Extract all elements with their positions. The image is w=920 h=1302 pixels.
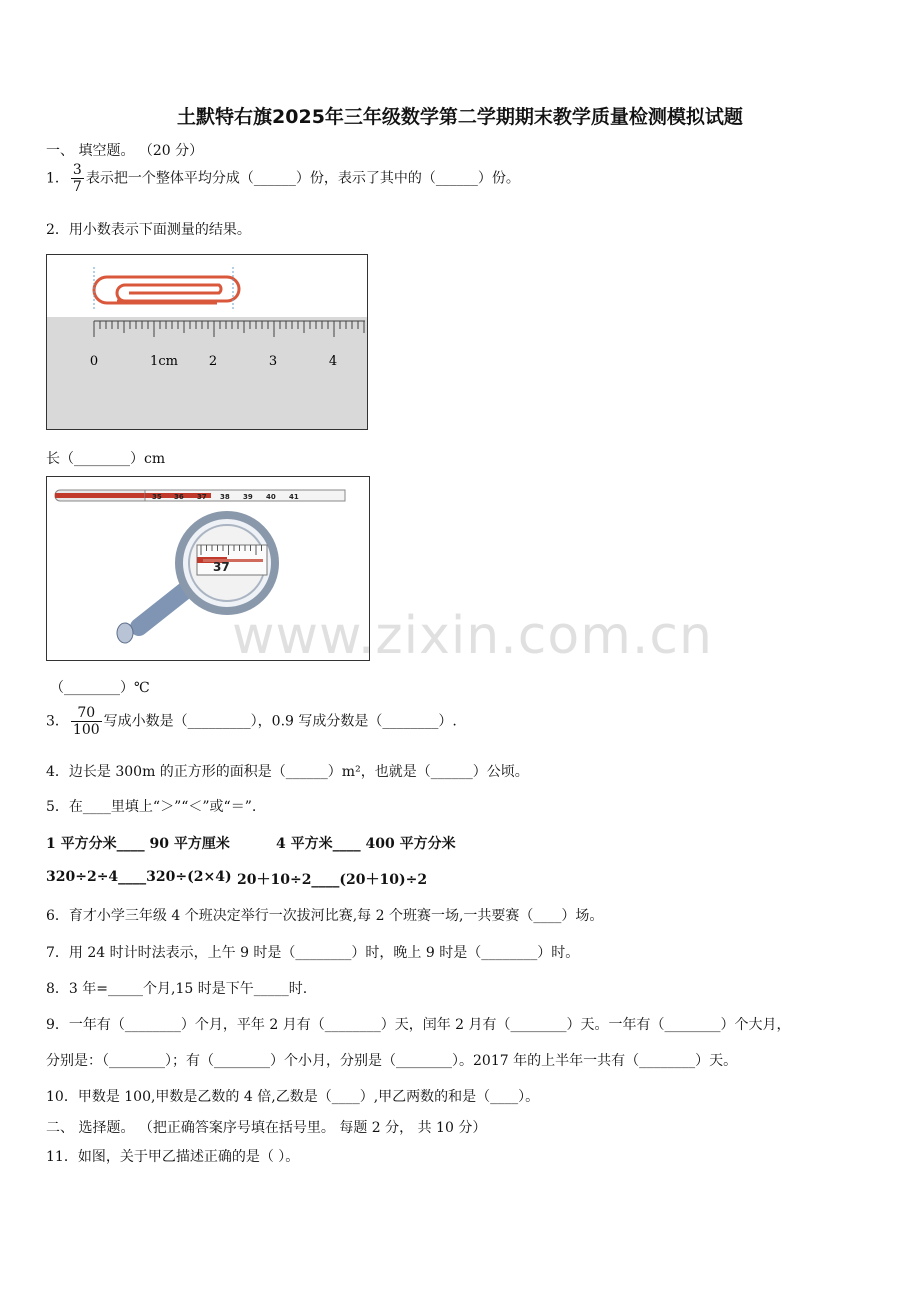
question-9-line1: 9．一年有（________）个月，平年 2 月有（________）天，闰年 2 月有（________）天。一年有（________）个大月， — [46, 1017, 791, 1033]
page-title: 土默特右旗2025年三年级数学第二学期期末教学质量检测模拟试题 — [177, 106, 743, 128]
watermark: www.zixin.com.cn — [232, 606, 713, 666]
section-heading-1: 一、 填空题。 （20 分） — [46, 143, 204, 159]
length-answer: 长（________）cm — [46, 451, 166, 467]
question-8: 8．3 年=_____个月,15 时是下午_____时. — [46, 981, 308, 997]
ruler-figure — [46, 254, 368, 430]
ruler-label: 2 — [208, 354, 218, 369]
question-number: 1． — [46, 170, 69, 187]
ruler-illustration — [47, 255, 367, 429]
fraction-3-7 — [71, 162, 84, 195]
question-text: 写成小数是（_________），0.9 写成分数是（________）. — [103, 713, 457, 730]
question-10: 10．甲数是 100,甲数是乙数的 4 倍,乙数是（____）,甲乙两数的和是（____）。 — [46, 1089, 540, 1105]
thermo-label: 37 — [197, 493, 207, 501]
fraction-denominator: 7 — [72, 179, 82, 196]
q5-row2-right: 20＋10÷2____(20＋10)÷2 — [237, 872, 428, 888]
q5-row2-left: 320÷2÷4____320÷(2×4) — [46, 869, 232, 885]
thermo-label: 36 — [174, 493, 184, 501]
question-11: 11．如图，关于甲乙描述正确的是（ ）。 — [46, 1149, 300, 1165]
question-text: 表示把一个整体平均分成（______）份，表示了其中的（______）份。 — [85, 170, 520, 187]
thermo-label: 38 — [220, 493, 230, 501]
ruler-label: 0 — [89, 354, 99, 369]
thermo-label: 39 — [243, 493, 253, 501]
question-2: 2．用小数表示下面测量的结果。 — [46, 222, 251, 238]
thermo-label: 40 — [266, 493, 276, 501]
fraction-denominator: 100 — [72, 722, 100, 739]
q5-row1-left: 1 平方分米____ 90 平方厘米 — [46, 836, 230, 852]
question-9-line2: 分别是：（________）；有（________）个小月，分别是（________）。2017 年的上半年一共有（________）天。 — [46, 1053, 738, 1069]
fraction-numerator: 70 — [71, 705, 102, 722]
q5-row1-right: 4 平方米____ 400 平方分米 — [276, 836, 456, 852]
thermo-label: 35 — [152, 493, 162, 501]
fraction-70-100 — [71, 705, 102, 738]
question-6: 6．育才小学三年级 4 个班决定举行一次拔河比赛,每 2 个班赛一场,一共要赛（____）场。 — [46, 908, 604, 924]
question-1 — [46, 162, 520, 195]
question-3 — [46, 705, 457, 738]
magnified-label: 37 — [213, 560, 230, 574]
question-7: 7．用 24 时计时法表示，上午 9 时是（________）时，晚上 9 时是（________）时。 — [46, 945, 580, 961]
question-4: 4．边长是 300m 的正方形的面积是（______）m²，也就是（______）公顷。 — [46, 764, 529, 780]
ruler-label: 1cm — [150, 354, 178, 369]
question-number: 3． — [46, 713, 69, 730]
fraction-numerator: 3 — [72, 162, 82, 178]
section-heading-2: 二、 选择题。 （把正确答案序号填在括号里。 每题 2 分， 共 10 分） — [46, 1120, 487, 1136]
temperature-answer: （________）℃ — [50, 680, 150, 696]
question-5: 5．在____里填上“＞”“＜”或“＝”. — [46, 799, 257, 815]
thermo-label: 41 — [289, 493, 299, 501]
ruler-label: 3 — [268, 354, 278, 369]
ruler-label: 4 — [328, 354, 338, 369]
